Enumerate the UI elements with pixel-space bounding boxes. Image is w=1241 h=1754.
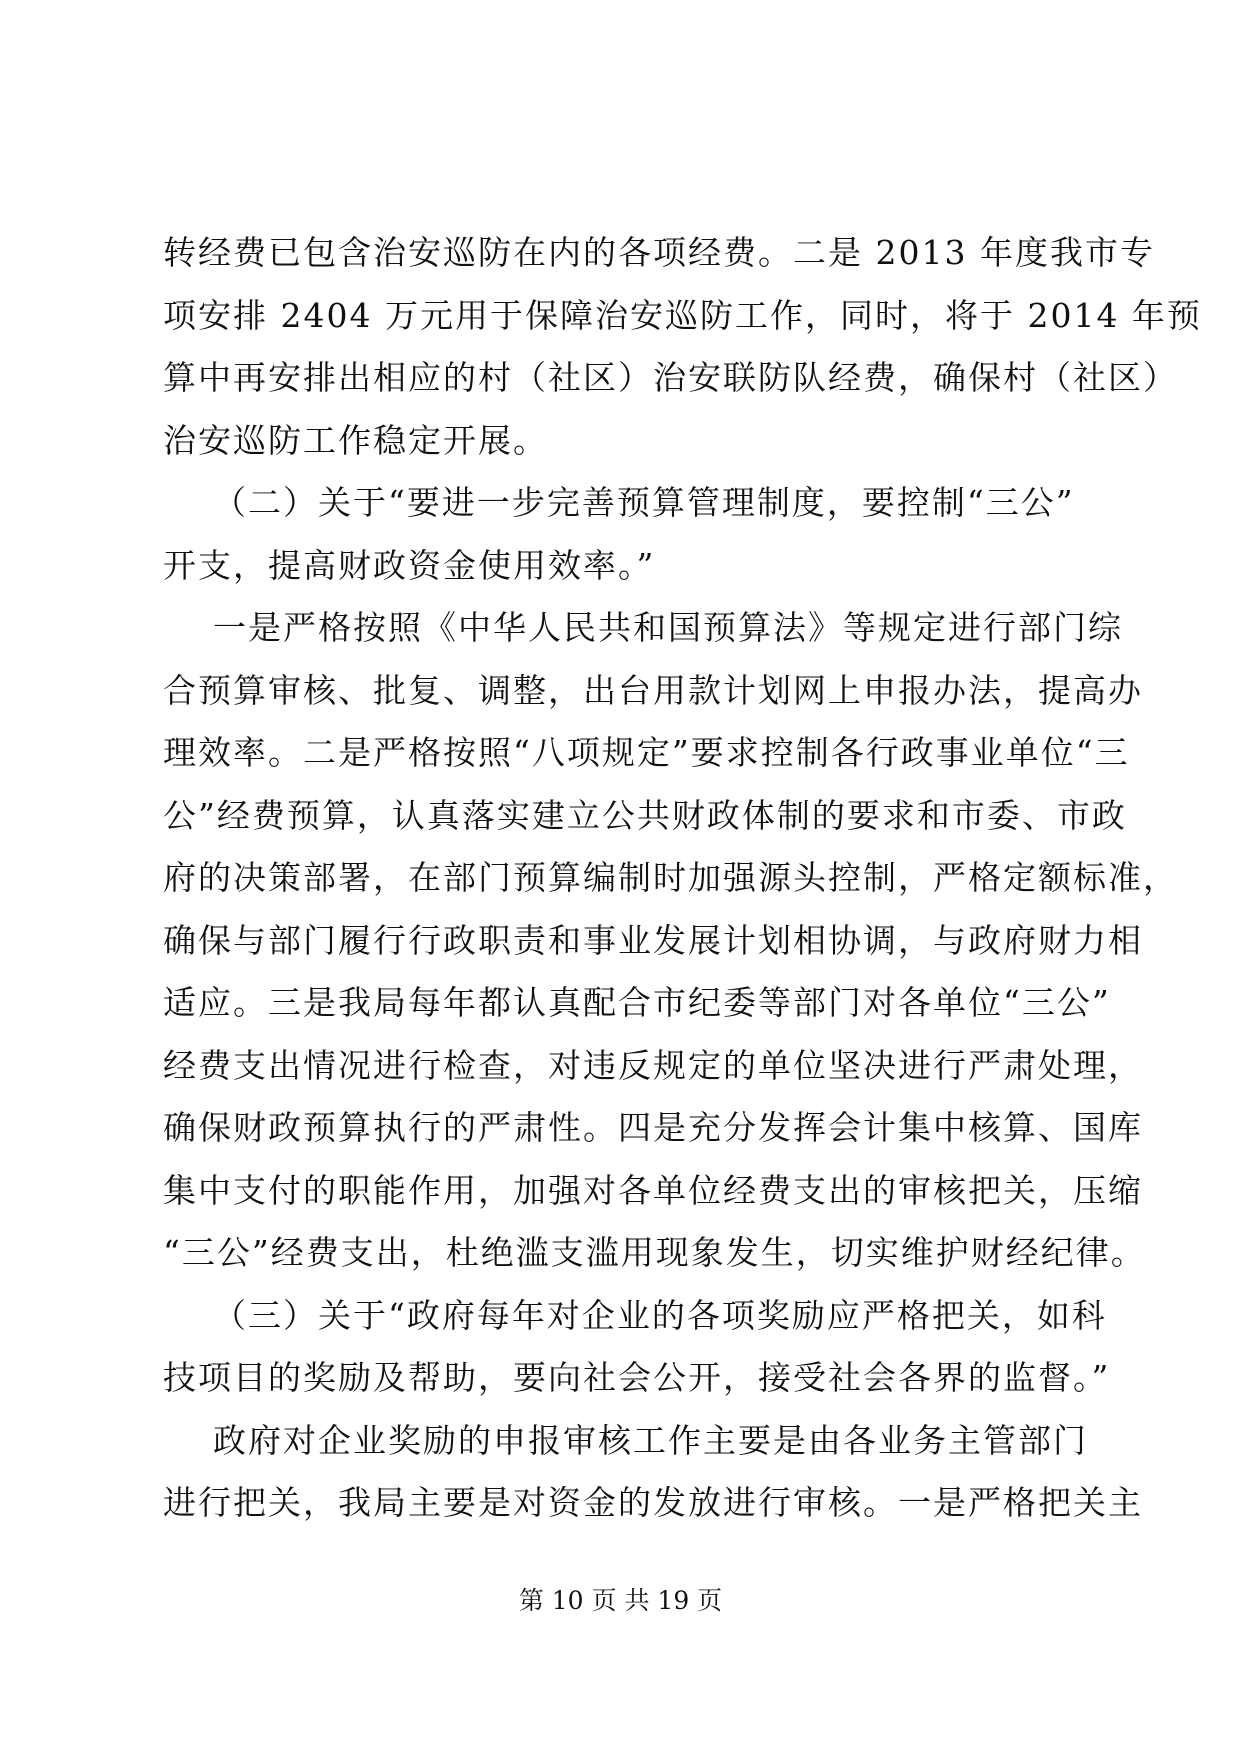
text-line: 适应。三是我局每年都认真配合市纪委等部门对各单位“三公” [163,983,1111,1022]
text-line: 转经费已包含治安巡防在内的各项经费。二是 2013 年度我市专 [163,233,1155,272]
text-line: 公”经费预算，认真落实建立公共财政体制的要求和市委、市政 [163,795,1127,835]
text-line: 算中再安排出相应的村（社区）治安联防队经费，确保村（社区） [163,358,1178,397]
text-line: 技项目的奖励及帮助，要向社会公开，接受社会各界的监督。” [163,1358,1111,1397]
text-line: 一是严格按照《中华人民共和国预算法》等规定进行部门综 [163,608,1123,647]
text-line: 确保与部门履行行政职责和事业发展计划相协调，与政府财力相 [163,920,1143,960]
body-text [163,222,1202,1535]
text-line: （三）关于“政府每年对企业的各项奖励应严格把关，如科 [163,1295,1107,1335]
text-line: 进行把关，我局主要是对资金的发放进行审核。一是严格把关主 [163,1483,1143,1522]
text-line: 项安排 2404 万元用于保障治安巡防工作，同时，将于 2014 年预 [163,295,1202,335]
text-line: 集中支付的职能作用，加强对各单位经费支出的审核把关，压缩 [163,1170,1143,1210]
text-line: 府的决策部署，在部门预算编制时加强源头控制，严格定额标准， [163,858,1178,897]
text-line: 开支，提高财政资金使用效率。” [163,545,656,585]
text-line: “三公”经费支出，杜绝滥支滥用现象发生，切实维护财经纪律。 [163,1233,1146,1272]
text-line: 合预算审核、批复、调整，出台用款计划网上申报办法，提高办 [163,670,1143,710]
page-number-footer: 第 10 页 共 19 页 [518,1586,723,1615]
text-line: 理效率。二是严格按照“八项规定”要求控制各行政事业单位“三 [163,733,1130,772]
text-line: 确保财政预算执行的严肃性。四是充分发挥会计集中核算、国库 [163,1108,1143,1147]
text-line: 政府对企业奖励的申报审核工作主要是由各业务主管部门 [163,1420,1088,1460]
text-line: 经费支出情况进行检查，对违反规定的单位坚决进行严肃处理， [163,1045,1143,1085]
text-line: （二）关于“要进一步完善预算管理制度，要控制“三公” [163,483,1075,522]
text-line: 治安巡防工作稳定开展。 [163,420,548,460]
